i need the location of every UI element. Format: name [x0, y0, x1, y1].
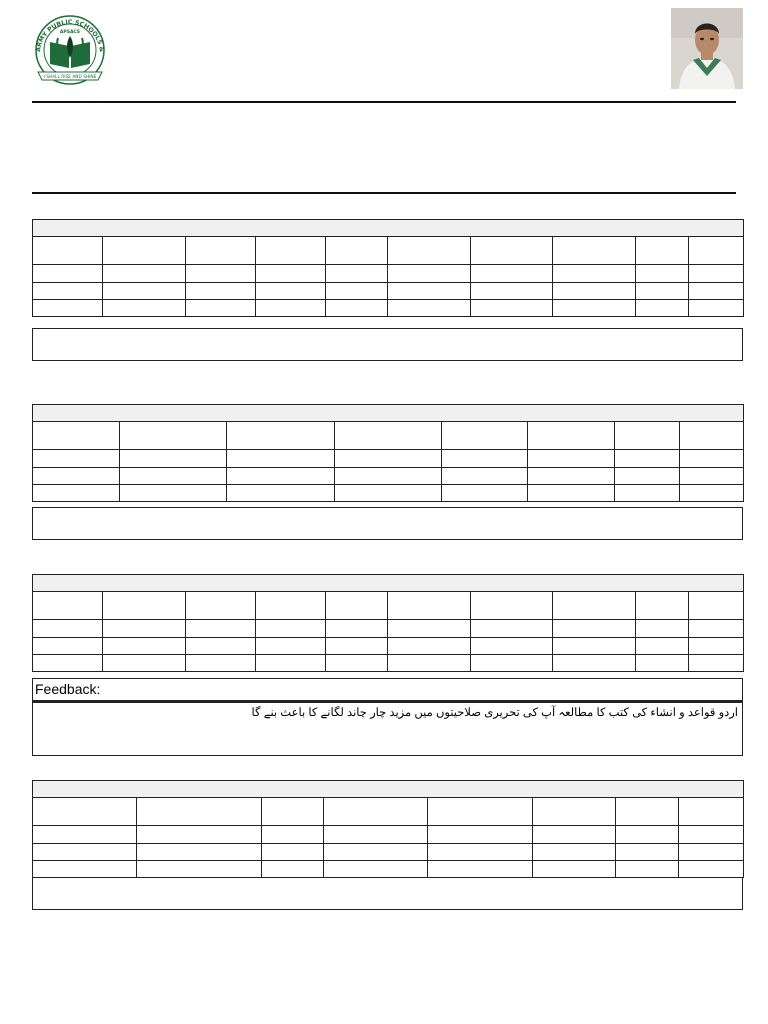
table-row [33, 654, 744, 671]
table-row [33, 450, 744, 467]
table-row [33, 422, 744, 450]
results-table-2 [32, 404, 744, 502]
results-table-3 [32, 574, 744, 672]
table-header-band [33, 575, 744, 592]
table-row [33, 265, 744, 282]
header-rule-top [32, 101, 736, 103]
table-header-band [33, 781, 744, 798]
table-row [33, 592, 744, 620]
table-row [33, 798, 744, 826]
remarks-box-1 [32, 328, 743, 361]
feedback-text-box [32, 702, 743, 756]
logo-motto: I SHALL RISE AND SHINE [43, 75, 97, 80]
feedback-text: اردو قواعد و انشاء کی کتب کا مطالعہ آپ کی تحریری صلاحیتوں میں مزید چار چاند لگانے کا باعث بنے گا [251, 707, 738, 719]
table-row [33, 299, 744, 316]
feedback-label-box [32, 678, 743, 702]
table-row [33, 843, 744, 860]
table-header-band [33, 220, 744, 237]
logo-arc-text: ARMY PUBLIC SCHOOLS & [35, 18, 106, 53]
remarks-box-2 [32, 507, 743, 540]
table-row [33, 637, 744, 654]
student-photo [671, 8, 743, 89]
table-row [33, 282, 744, 299]
results-table-4 [32, 780, 744, 878]
remarks-box-4 [32, 877, 743, 910]
table-header-band [33, 405, 744, 422]
table-row [33, 484, 744, 501]
feedback-label: Feedback: [35, 681, 101, 697]
header-rule-bottom [32, 192, 736, 194]
table-row [33, 826, 744, 843]
logo-abbr: APSACS [59, 30, 81, 35]
table-row [33, 620, 744, 637]
table-row [33, 467, 744, 484]
school-logo [28, 14, 112, 90]
table-row [33, 860, 744, 877]
table-row [33, 237, 744, 265]
results-table-1 [32, 219, 744, 317]
